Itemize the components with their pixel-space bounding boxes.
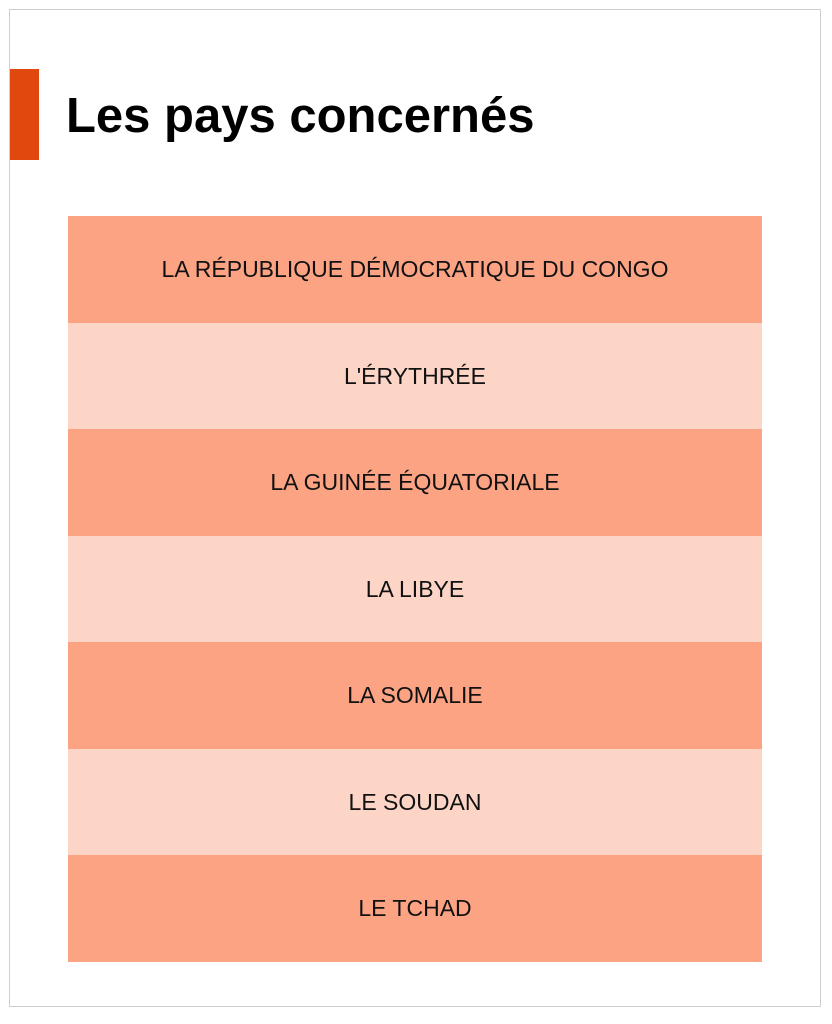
country-row: [68, 323, 762, 429]
country-table: [68, 216, 762, 962]
country-row: [68, 216, 762, 323]
country-row: [68, 855, 762, 962]
country-label: L'ÉRYTHRÉE: [343, 362, 486, 389]
country-label: LA LIBYE: [365, 575, 465, 602]
country-label: LE SOUDAN: [348, 788, 482, 815]
country-label: LA GUINÉE ÉQUATORIALE: [270, 469, 560, 495]
country-row: [68, 536, 762, 642]
country-label: LE TCHAD: [358, 895, 472, 921]
country-row: [68, 642, 762, 749]
country-row: [68, 429, 762, 536]
country-label: LA SOMALIE: [347, 682, 483, 708]
title-accent-bar: [10, 69, 39, 160]
slide: [9, 9, 821, 1007]
country-row: [68, 749, 762, 855]
slide-title: Les pays concernés: [66, 89, 535, 143]
country-label: LA RÉPUBLIQUE DÉMOCRATIQUE DU CONGO: [161, 256, 669, 282]
